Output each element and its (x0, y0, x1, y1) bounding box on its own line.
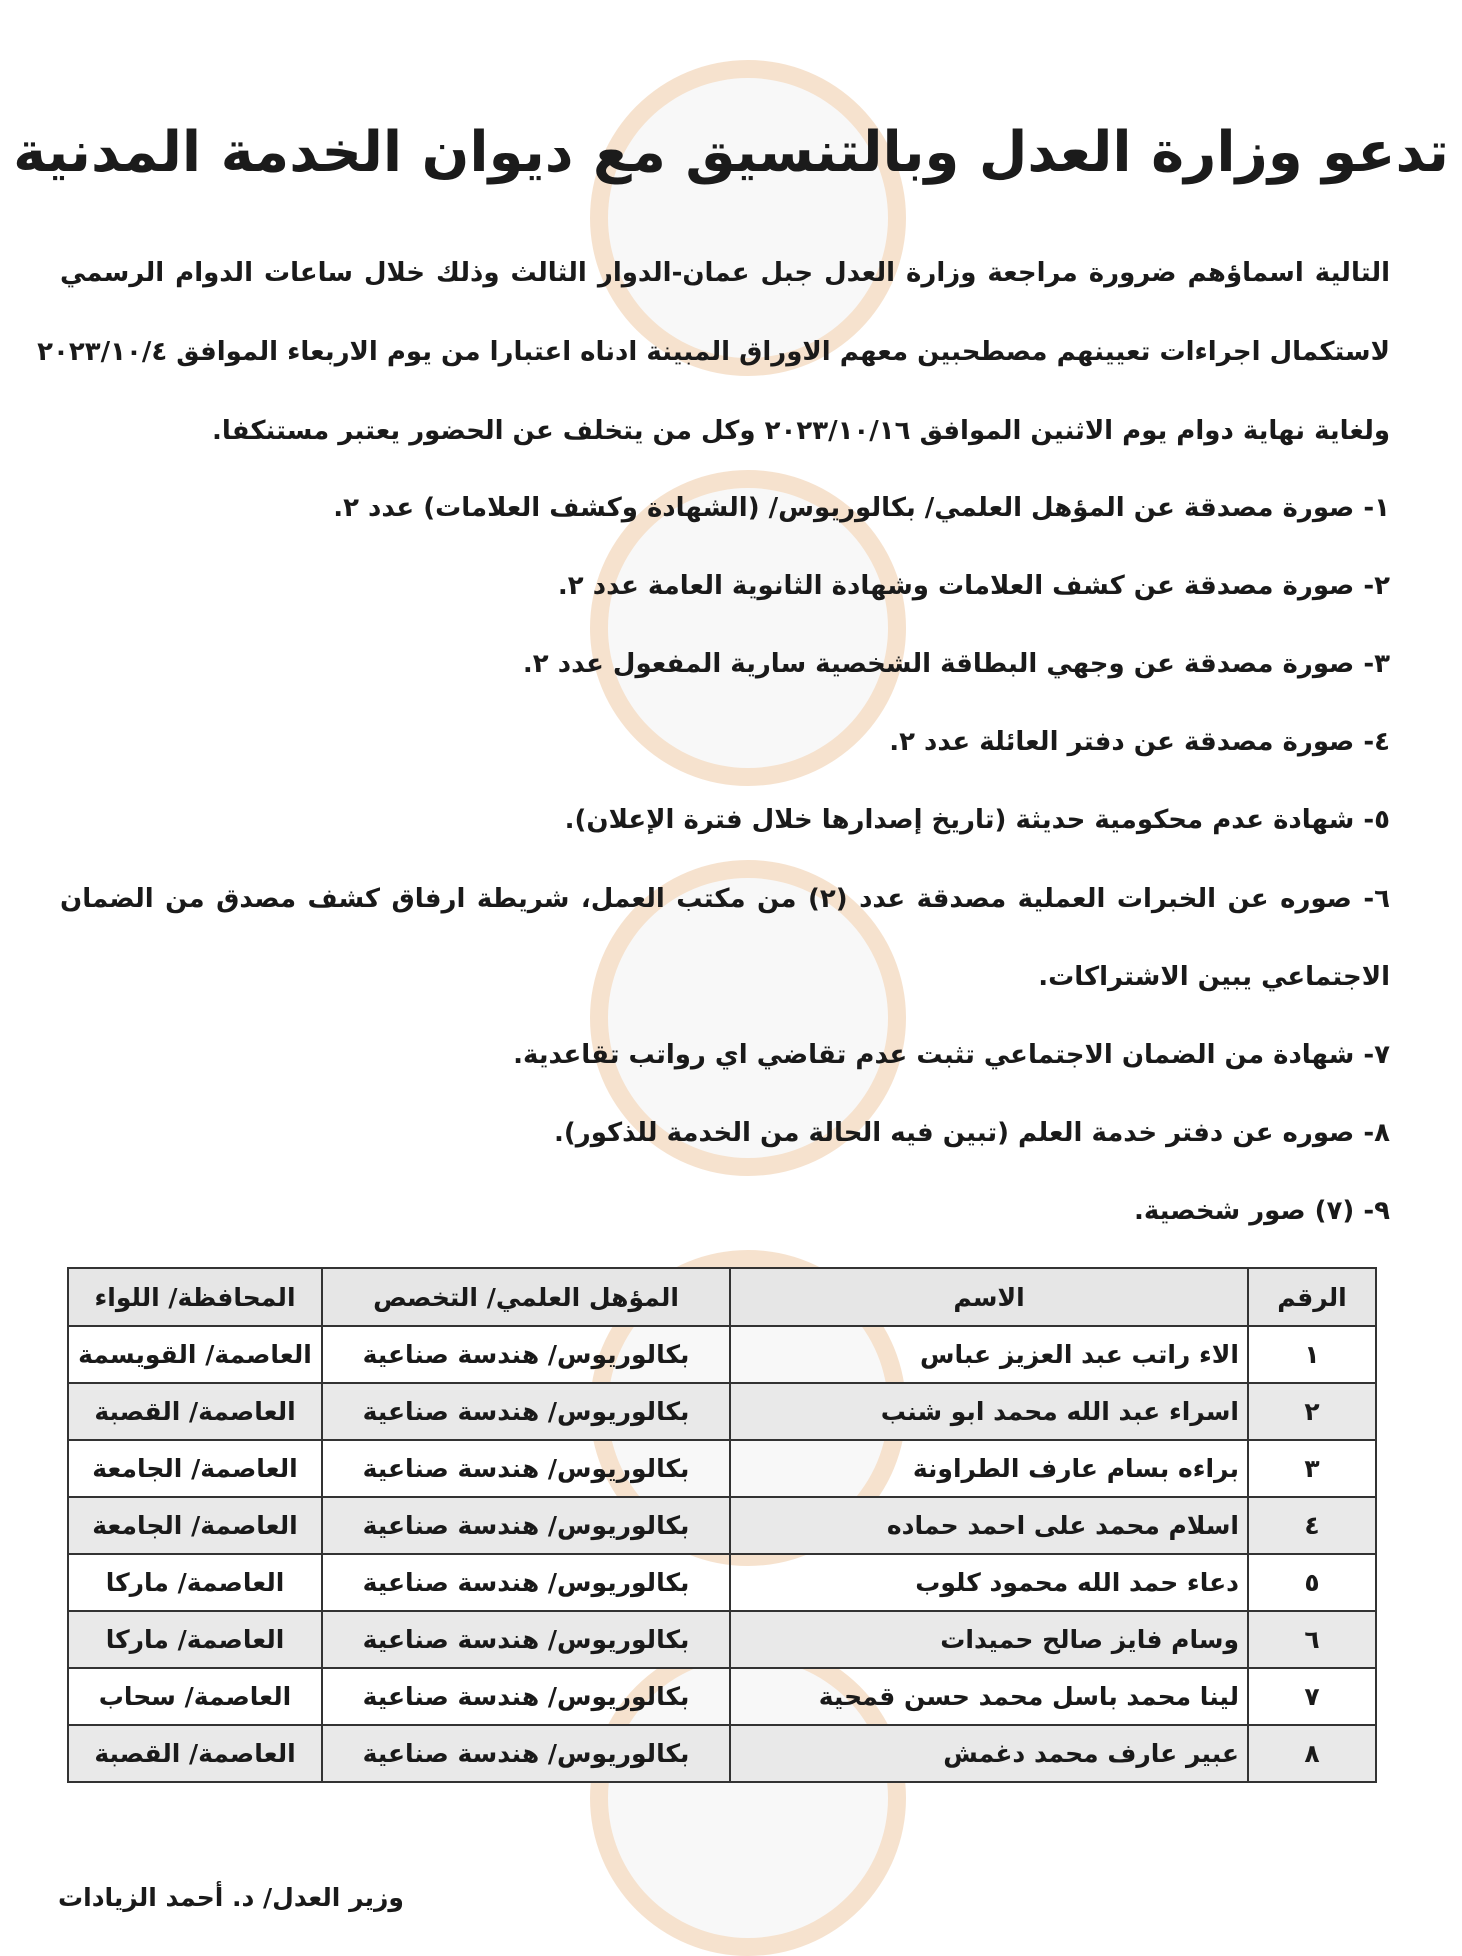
header-governorate: المحافظة/ اللواء (68, 1268, 322, 1326)
cell-governorate: العاصمة/ القويسمة (68, 1326, 322, 1383)
table-row (68, 1440, 1376, 1497)
cell-governorate: العاصمة/ ماركا (68, 1554, 322, 1611)
header-name: الاسم (730, 1268, 1248, 1326)
table-row (68, 1668, 1376, 1725)
header-number: الرقم (1248, 1268, 1376, 1326)
requirement-item: ٧- شهادة من الضمان الاجتماعي تثبت عدم تقاضي اي رواتب تقاعدية. (513, 1040, 1390, 1070)
cell-number: ٣ (1248, 1440, 1376, 1497)
cell-name: الاء راتب عبد العزيز عباس (730, 1326, 1248, 1383)
page-title: تدعو وزارة العدل وبالتنسيق مع ديوان الخدمة المدنية (13, 120, 1449, 185)
cell-qualification: بكالوريوس/ هندسة صناعية (322, 1668, 730, 1725)
cell-governorate: العاصمة/ القصبة (68, 1383, 322, 1440)
table-row (68, 1383, 1376, 1440)
cell-governorate: العاصمة/ سحاب (68, 1668, 322, 1725)
cell-name: لينا محمد باسل محمد حسن قمحية (730, 1668, 1248, 1725)
cell-qualification: بكالوريوس/ هندسة صناعية (322, 1497, 730, 1554)
minister-signature: وزير العدل/ د. أحمد الزيادات (58, 1883, 404, 1912)
intro-line: ولغاية نهاية دوام يوم الاثنين الموافق ٢٠٢٣/١٠/١٦ وكل من يتخلف عن الحضور يعتبر مستنكفا. (212, 416, 1390, 446)
table-row (68, 1326, 1376, 1383)
cell-number: ٤ (1248, 1497, 1376, 1554)
requirement-item: ٤- صورة مصدقة عن دفتر العائلة عدد ٢. (889, 727, 1390, 757)
cell-governorate: العاصمة/ الجامعة (68, 1440, 322, 1497)
cell-qualification: بكالوريوس/ هندسة صناعية (322, 1440, 730, 1497)
cell-name: اسلام محمد على احمد حماده (730, 1497, 1248, 1554)
header-qualification: المؤهل العلمي/ التخصص (322, 1268, 730, 1326)
cell-qualification: بكالوريوس/ هندسة صناعية (322, 1611, 730, 1668)
requirement-item: ٢- صورة مصدقة عن كشف العلامات وشهادة الثانوية العامة عدد ٢. (557, 571, 1390, 601)
cell-qualification: بكالوريوس/ هندسة صناعية (322, 1383, 730, 1440)
candidates-table (67, 1267, 1377, 1783)
cell-name: اسراء عبد الله محمد ابو شنب (730, 1383, 1248, 1440)
requirement-item: ٣- صورة مصدقة عن وجهي البطاقة الشخصية سارية المفعول عدد ٢. (522, 649, 1390, 679)
cell-governorate: العاصمة/ القصبة (68, 1725, 322, 1782)
requirement-item: ٦- صوره عن الخبرات العملية مصدقة عدد (٢) من مكتب العمل، شريطة ارفاق كشف مصدق من الضمان (60, 884, 1390, 914)
cell-number: ١ (1248, 1326, 1376, 1383)
cell-number: ٧ (1248, 1668, 1376, 1725)
requirement-item: الاجتماعي يبين الاشتراكات. (1038, 962, 1390, 992)
table-row (68, 1554, 1376, 1611)
cell-number: ٥ (1248, 1554, 1376, 1611)
cell-governorate: العاصمة/ الجامعة (68, 1497, 322, 1554)
table-row (68, 1497, 1376, 1554)
cell-qualification: بكالوريوس/ هندسة صناعية (322, 1326, 730, 1383)
cell-number: ٦ (1248, 1611, 1376, 1668)
requirement-item: ٩- (٧) صور شخصية. (1133, 1196, 1390, 1226)
cell-governorate: العاصمة/ ماركا (68, 1611, 322, 1668)
watermark-clock-logo (590, 60, 906, 376)
cell-number: ٢ (1248, 1383, 1376, 1440)
cell-qualification: بكالوريوس/ هندسة صناعية (322, 1725, 730, 1782)
cell-qualification: بكالوريوس/ هندسة صناعية (322, 1554, 730, 1611)
cell-number: ٨ (1248, 1725, 1376, 1782)
cell-name: دعاء حمد الله محمود كلوب (730, 1554, 1248, 1611)
table-header-row (68, 1268, 1376, 1326)
requirement-item: ٨- صوره عن دفتر خدمة العلم (تبين فيه الحالة من الخدمة للذكور). (554, 1118, 1390, 1148)
requirement-item: ١- صورة مصدقة عن المؤهل العلمي/ بكالوريوس/ (الشهادة وكشف العلامات) عدد ٢. (333, 493, 1390, 523)
table-row (68, 1611, 1376, 1668)
intro-line: لاستكمال اجراءات تعيينهم مصطحبين معهم الاوراق المبينة ادناه اعتبارا من يوم الاربعاء الموافق ٢٠٢٣/١٠/٤ (37, 337, 1390, 367)
cell-name: وسام فايز صالح حميدات (730, 1611, 1248, 1668)
cell-name: براءه بسام عارف الطراونة (730, 1440, 1248, 1497)
requirement-item: ٥- شهادة عدم محكومية حديثة (تاريخ إصدارها خلال فترة الإعلان). (564, 805, 1390, 835)
table-row (68, 1725, 1376, 1782)
cell-name: عبير عارف محمد دغمش (730, 1725, 1248, 1782)
intro-line: التالية اسماؤهم ضرورة مراجعة وزارة العدل جبل عمان-الدوار الثالث وذلك خلال ساعات الدوام الرسمي (60, 258, 1390, 288)
